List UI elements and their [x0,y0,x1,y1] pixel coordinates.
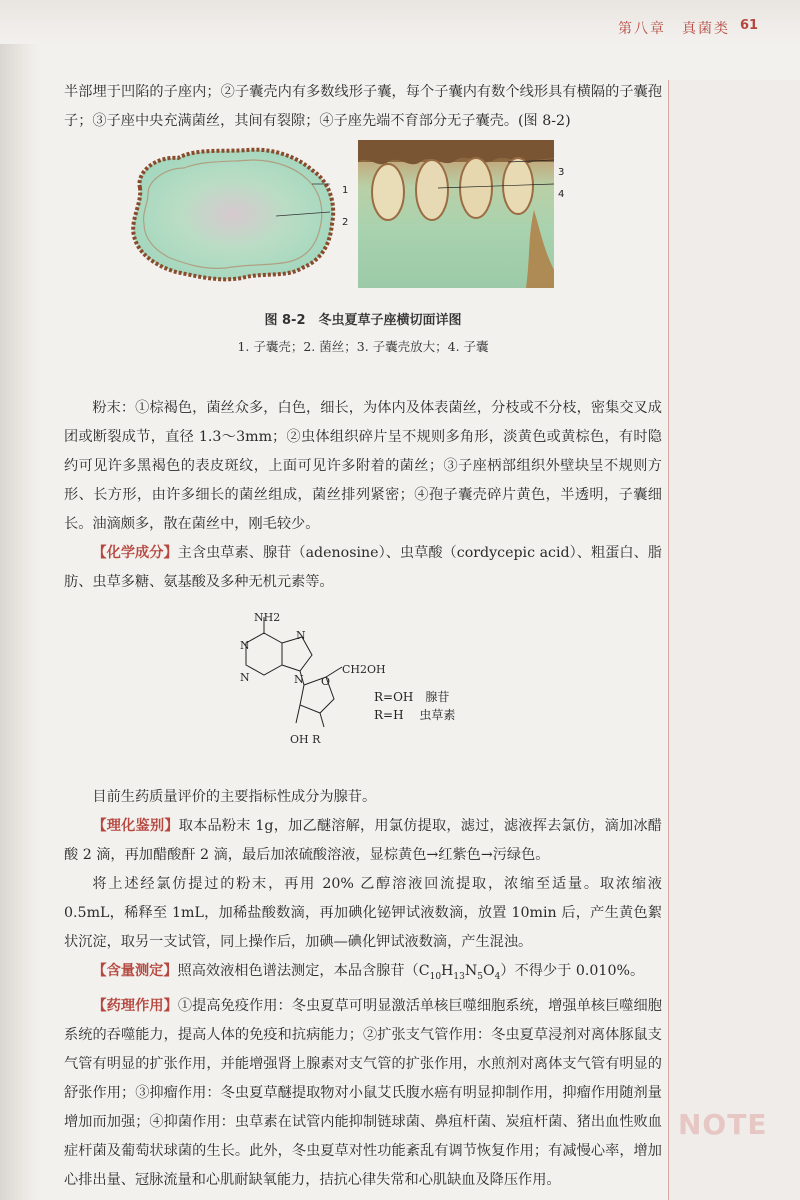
label-r-oh: R=OH 腺苷 [374,690,450,704]
pharm-text: ①提高免疫作用：冬虫夏草可明显激活单核巨噬细胞系统，增强单核巨噬细胞系统的吞噬能力，提高人体的免疫和抗病能力；②扩张支气管作用：冬虫夏草浸剂对离体豚鼠支气管有明显的扩张作用，并能增强肾上腺素对支气管的扩张作用，水煎剂对离体支气管有明显的舒张作用；③抑瘤作用：冬虫夏草醚提取物对小鼠艾氏腹水癌有明显抑制作用，抑瘤作用随剂量增加而加强；④抑菌作用：虫草素在试管内能抑制链球菌、鼻疽杆菌、炭疽杆菌、猪出血性败血症杆菌及葡萄状球菌的生长。此外，冬虫夏草对性功能紊乱有调节恢复作用；有减慢心率，增加心排出量、冠脉流量和心肌耐缺氧能力，拮抗心律失常和心肌缺血及降压作用。 [64,997,662,1188]
label-nh2: NH2 [254,611,281,624]
paragraph-powder: 粉末：①棕褐色，菌丝众多，白色，细长，为体内及体表菌丝，分枝或不分枝，密集交叉成团或断裂成节，直径 1.3～3mm；②虫体组织碎片呈不规则多角形，淡黄色或黄棕色，有时隐约可见许多黑褐色的表皮斑纹，上面可见许多附着的菌丝；③子座柄部组织外壁块呈不规则方形、长方形，由许多细长的菌丝组成，菌丝排列紧密；④孢子囊壳碎片黄色，半透明，子囊细长。油滴颇多，散在菌丝中，刚毛较少。 [64,400,662,532]
paragraph-chemistry [64,539,662,597]
page-number: 61 [740,18,759,33]
label-o: O [321,675,331,688]
paragraph-marker: 目前生药质量评价的主要指标性成分为腺苷。 [92,789,377,805]
paragraph-assay [64,957,662,992]
paragraph-identify [64,812,662,870]
formula: $C_{10}H_{13}N_5O_4$ [418,963,501,982]
chapter-title: 第八章 真菌类 [618,21,730,37]
page-body [64,78,662,1195]
assay-text-post: ）不得少于 0.010%。 [500,963,645,979]
cross-section-micrograph [126,144,338,286]
paragraph-identify-2: 将上述经氯仿提过的粉末，再用 20% 乙醇溶液回流提取，浓缩至适量。取浓缩液 0.5mL，稀释至 1mL，加稀盐酸数滴，再加碘化铋钾试液数滴，放置 10min 后，产生黄色絮状沉淀，取另一支试管，同上操作后，加碘—碘化钾试液数滴，产生混浊。 [64,876,662,950]
callout-1: 1 [342,185,349,196]
label-r-h: R=H 虫草素 [374,708,456,722]
note-label: NOTE [678,1108,768,1141]
label-ch2oh: CH2OH [342,663,386,676]
paragraph-top: 半部埋于凹陷的子座内；②子囊壳内有多数线形子囊，每个子囊内有数个线形具有横隔的子囊孢子；③子座中央充满菌丝，其间有裂隙；④子座先端不育部分无子囊壳。(图 8-2) [64,84,662,129]
perithecia-micrograph [358,140,554,288]
adenosine-structure [64,603,662,783]
label-n1: N [240,639,250,652]
identify-text: 取本品粉末 1g，加乙醚溶解，用氯仿提取，滤过，滤液挥去氯仿，滴加冰醋酸 2 滴，再加醋酸酐 2 滴，最后加浓硫酸溶液，显棕黄色→红紫色→污绿色。 [64,818,662,863]
identify-tag: 【理化鉴别】 [92,818,179,834]
callout-4: 4 [558,189,565,200]
binding-gutter [0,0,40,1200]
chem-text: 主含虫草素、腺苷（adenosine）、虫草酸（cordycepic acid）、粗蛋白、脂肪、虫草多糖、氨基酸及多种无机元素等。 [64,545,662,590]
figure-legend: 1. 子囊壳；2. 菌丝；3. 子囊壳放大；4. 子囊 [237,339,489,354]
figure-8-2 [64,144,662,394]
label-n3: N [240,671,250,684]
label-n4: N [294,673,304,686]
paragraph-pharmacology [64,992,662,1195]
pharm-tag: 【药理作用】 [92,997,178,1014]
assay-text-pre: 照高效液相色谱法测定，本品含腺苷（ [177,963,419,979]
callout-2: 2 [342,217,349,228]
page-header [0,0,800,44]
perithecia-drawing [358,140,554,288]
callout-3: 3 [558,167,565,178]
figure-caption: 图 8-2 冬虫夏草子座横切面详图 [264,313,462,328]
label-oh-r: OH R [290,733,321,746]
label-n2: N [296,629,306,642]
margin-rule [668,80,669,1200]
note-margin [669,80,800,1200]
chem-tag: 【化学成分】 [92,545,178,561]
assay-tag: 【含量测定】 [92,963,178,979]
